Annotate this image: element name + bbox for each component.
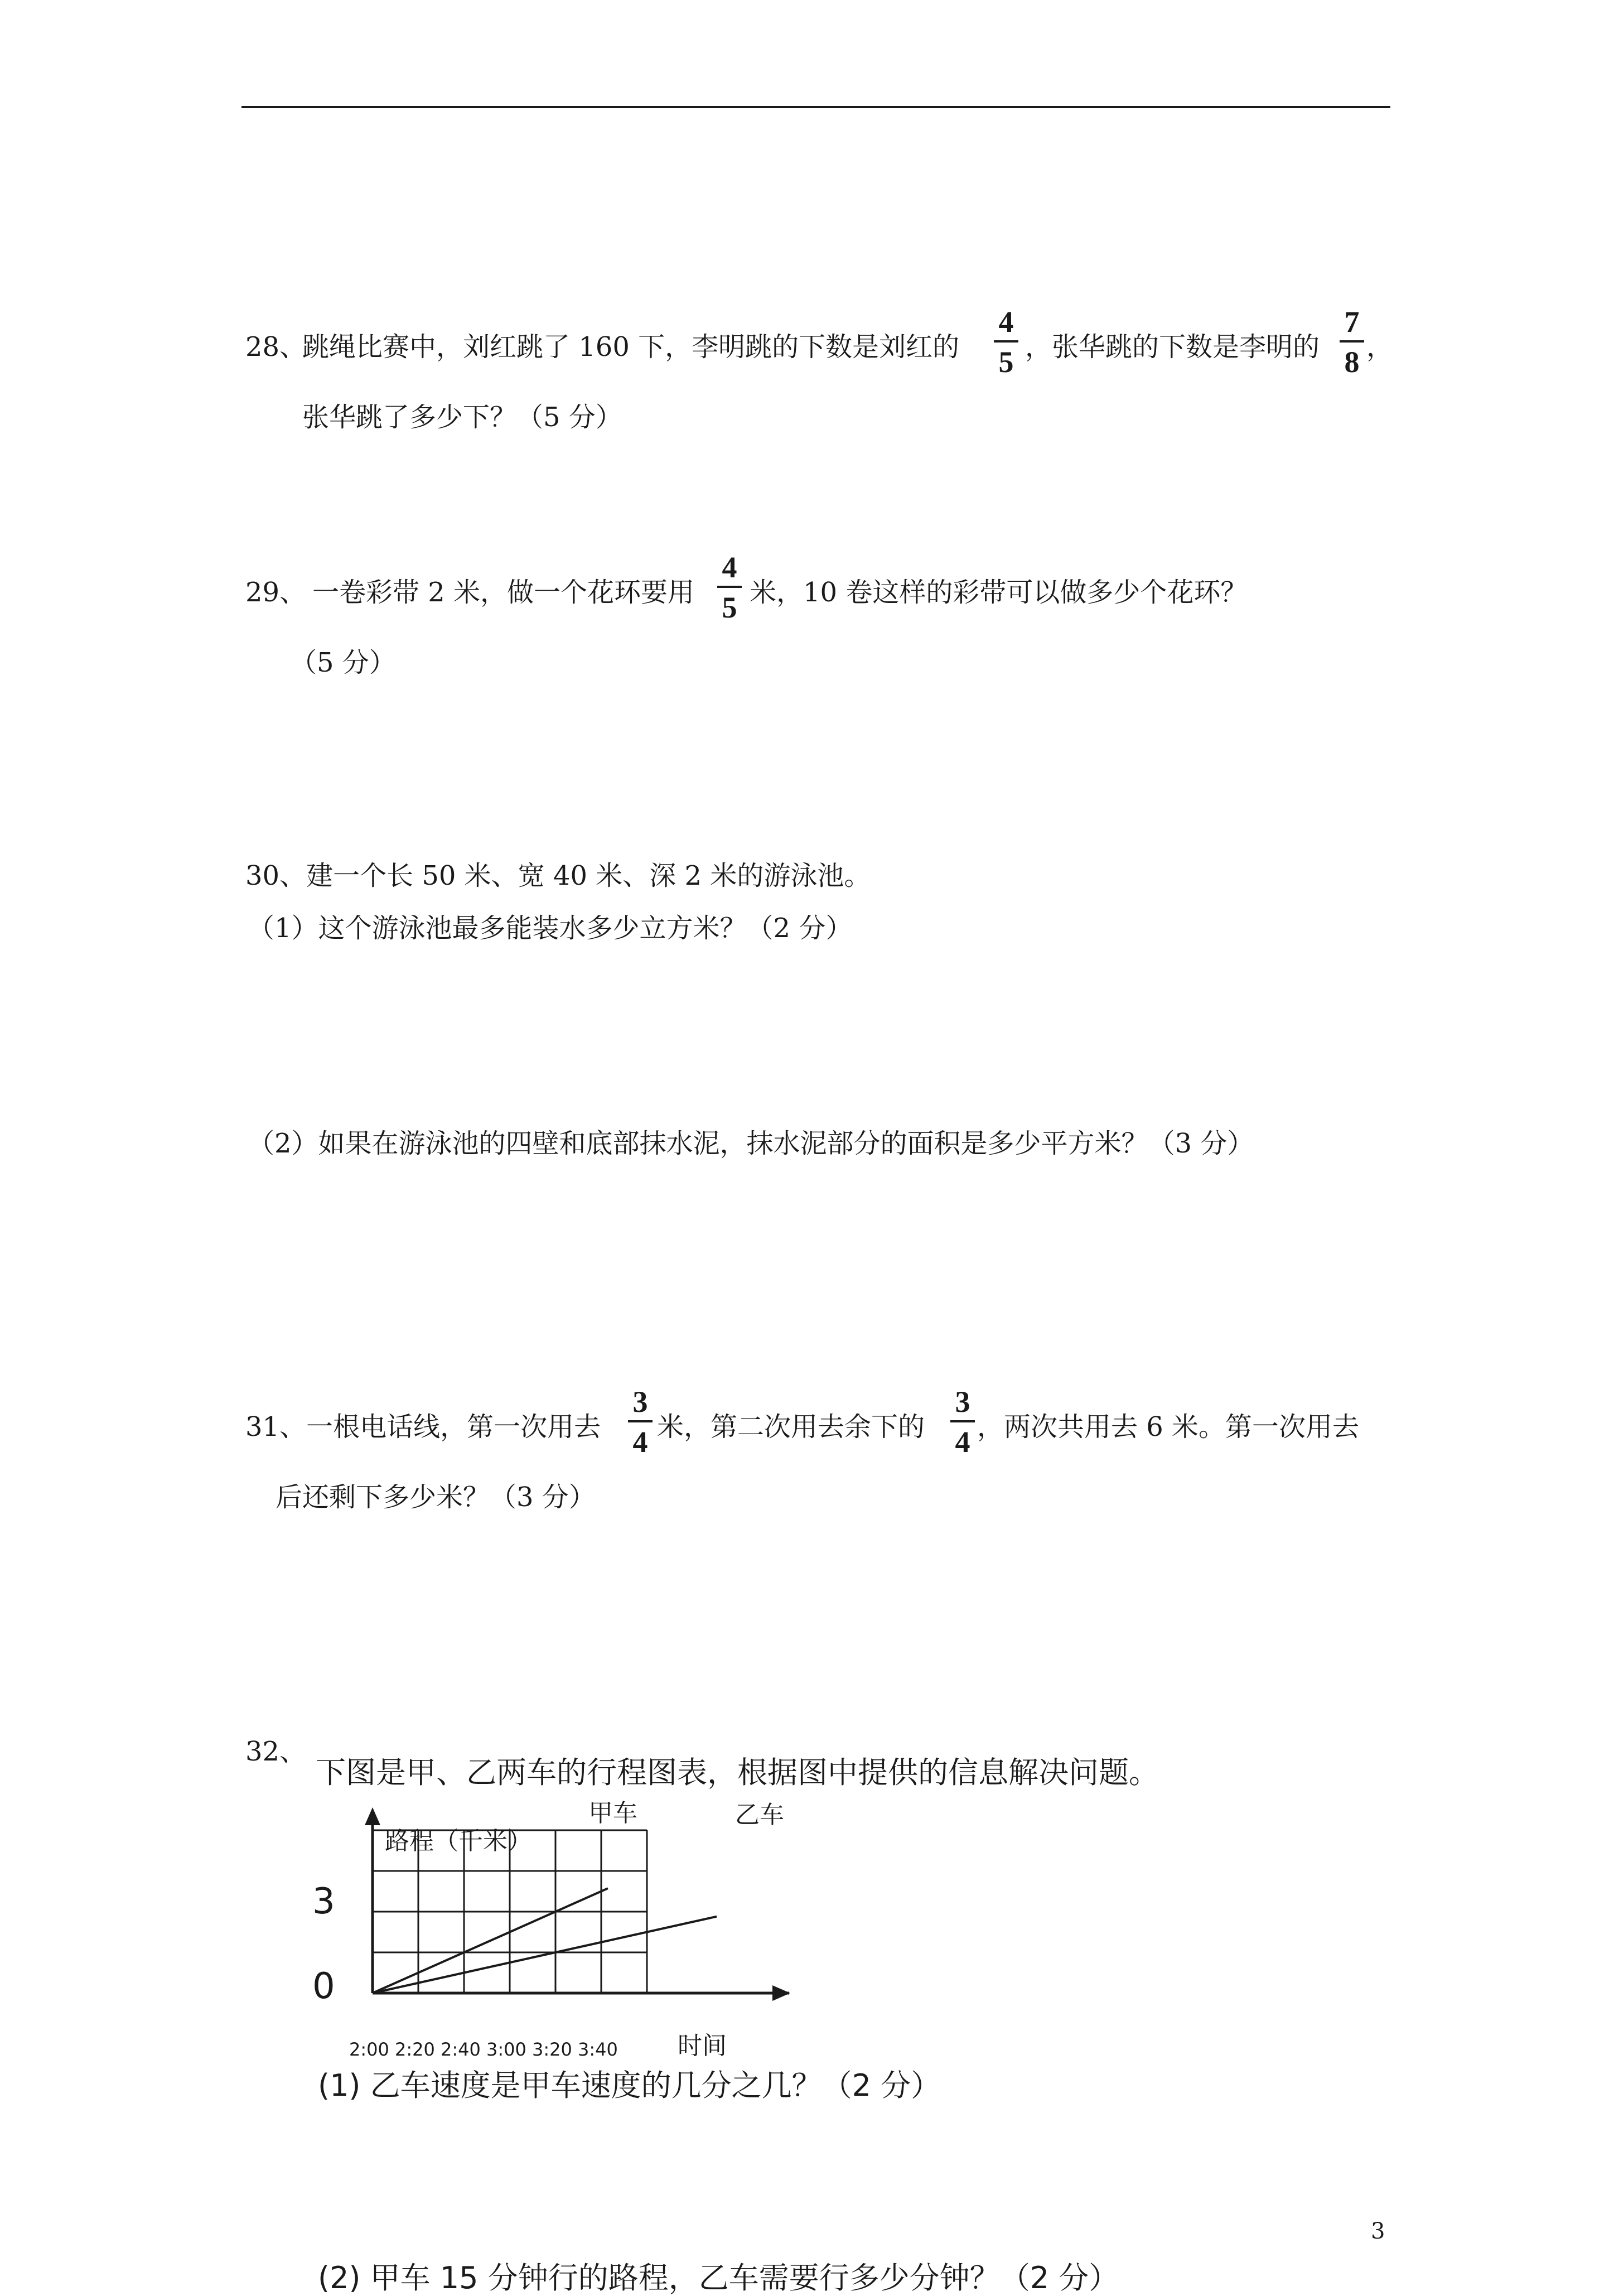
q31-text-1: 31、一根电话线，第一次用去: [245, 1411, 601, 1443]
q28-text-3: ，: [1366, 331, 1394, 363]
q31-text-3: ，两次共用去 6 米。第一次用去: [977, 1411, 1360, 1443]
q28-line-2: 张华跳了多少下？（5 分）: [302, 402, 622, 433]
q30-sub-question-2: （2）如果在游泳池的四壁和底部抹水泥，抹水泥部分的面积是多少平方米？（3 分）: [248, 1128, 1254, 1159]
q31-fraction-1-denominator: 4: [632, 1425, 648, 1459]
series-line-yi: [373, 1917, 717, 1993]
q28-text-2: ，张华跳的下数是李明的: [1025, 331, 1320, 363]
q29-text-2: 米，10 卷这样的彩带可以做多少个花环？: [750, 577, 1248, 608]
series-label-yi: 乙车: [735, 1801, 784, 1829]
chart-labels: [312, 1799, 784, 2060]
x-tick-label: 3:40: [578, 2039, 618, 2060]
x-tick-label: 3:20: [532, 2039, 572, 2060]
q28-text-1: 跳绳比赛中，刘红跳了 160 下，李明跳的下数是刘红的: [302, 331, 960, 363]
x-axis-arrow: [772, 1985, 790, 2001]
q28-fraction-2-denominator: 8: [1344, 345, 1360, 379]
q31-fraction-2-numerator: 3: [955, 1385, 970, 1419]
chart-series: [373, 1888, 717, 1993]
q28-number: 28、: [245, 331, 307, 363]
q31-fraction-1-numerator: 3: [632, 1385, 648, 1419]
x-tick-label: 2:20: [395, 2039, 435, 2060]
q29-fraction-denominator: 5: [722, 591, 737, 624]
x-axis-label: 时间: [678, 2032, 727, 2060]
x-tick-label: 2:40: [441, 2039, 481, 2060]
q28-fraction-1-denominator: 5: [998, 345, 1014, 379]
q29-number: 29、: [245, 577, 307, 608]
q31-line-2: 后还剩下多少米？（3 分）: [276, 1482, 596, 1513]
q32-sub-question-1: (1) 乙车速度是甲车速度的几分之几？（2 分）: [318, 2068, 941, 2103]
q30-sub-question-1: （1）这个游泳池最多能装水多少立方米？（2 分）: [248, 913, 853, 944]
x-tick-label: 3:00: [486, 2039, 526, 2060]
y-tick-label: 0: [312, 1966, 335, 2007]
y-axis-arrow: [365, 1807, 380, 1825]
q32-number: 32、: [245, 1736, 307, 1767]
q29-line-2: （5 分）: [290, 647, 396, 678]
page-number: 3: [1371, 2218, 1385, 2244]
q32-intro: 下图是甲、乙两车的行程图表，根据图中提供的信息解决问题。: [316, 1755, 1159, 1790]
x-tick-label: 2:00: [349, 2039, 389, 2060]
series-line-jia: [373, 1888, 608, 1993]
q32-sub-question-2: (2) 甲车 15 分钟行的路程，乙车需要行多少分钟？（2 分）: [318, 2260, 1119, 2295]
q30-heading: 30、建一个长 50 米、宽 40 米、深 2 米的游泳池。: [245, 860, 871, 891]
q29-fraction-numerator: 4: [722, 551, 737, 584]
y-axis-label: 路程（千米）: [385, 1827, 532, 1855]
q31-text-2: 米，第二次用去余下的: [657, 1411, 925, 1443]
y-tick-label: 3: [312, 1881, 335, 1922]
q28-fraction-2-numerator: 7: [1344, 305, 1360, 339]
q28-fraction-1-numerator: 4: [998, 305, 1014, 339]
q31-fraction-2-denominator: 4: [955, 1425, 970, 1459]
series-label-jia: 甲车: [588, 1799, 637, 1827]
q29-text-1: 一卷彩带 2 米，做一个花环要用: [312, 577, 695, 608]
